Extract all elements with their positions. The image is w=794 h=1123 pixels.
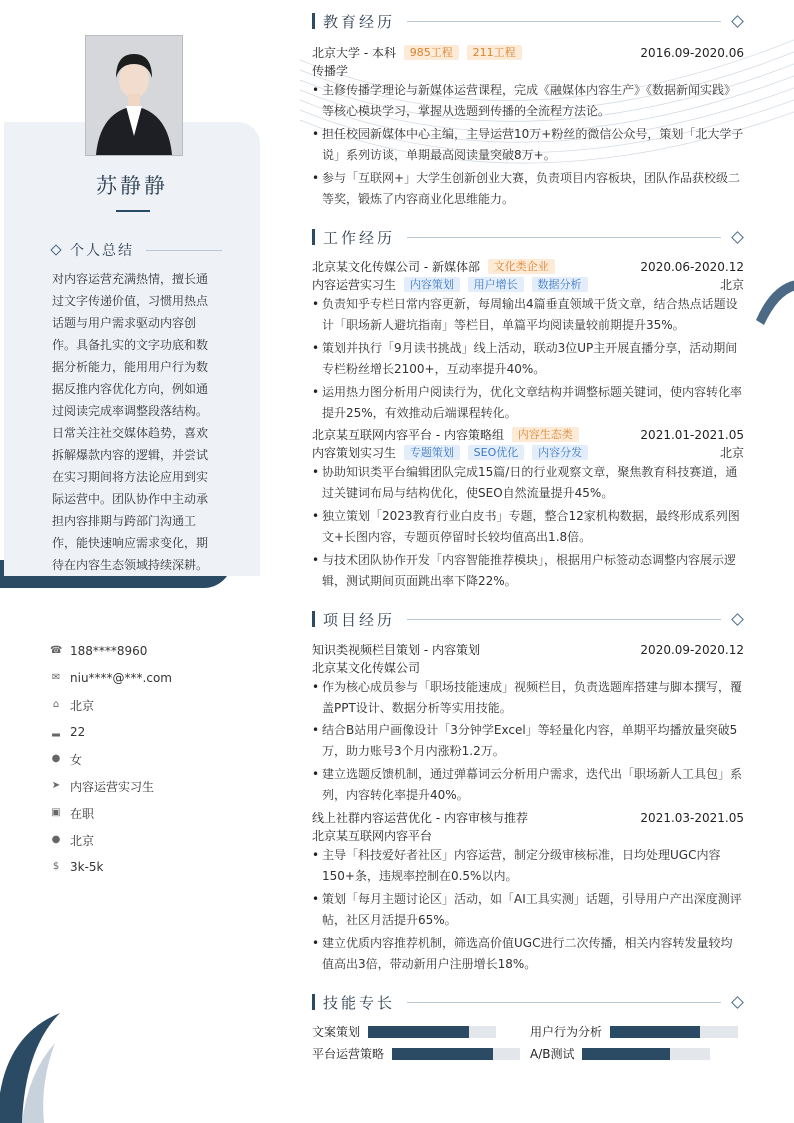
skill-name: A/B测试 — [530, 1047, 575, 1061]
contact-value: 3k-5k — [70, 860, 104, 874]
project-dates: 2021.03-2021.05 — [640, 811, 744, 825]
contact-value: 188****8960 — [70, 644, 148, 658]
job-bullet: • 独立策划「2023教育行业白皮书」专题，整合12家机构数据，最终形成系列图文+长图内容，专题页停留时长较均值高出1.8倍。 — [312, 506, 744, 548]
job-city: 北京 — [719, 446, 744, 460]
gender-icon: ● — [51, 753, 61, 764]
skill-track — [368, 1026, 496, 1038]
summary-heading-line — [146, 250, 222, 251]
contact-item — [50, 668, 250, 688]
profile-photo — [85, 35, 183, 156]
projects-section-header — [312, 607, 744, 631]
project-name: 知识类视频栏目策划 - 内容策划 — [312, 643, 480, 657]
work-section-header — [312, 225, 744, 249]
skill-item — [530, 1047, 710, 1061]
skill-item — [530, 1025, 738, 1039]
section-line — [407, 237, 721, 238]
contact-value: 在职 — [70, 806, 95, 821]
skill-level-fill — [582, 1048, 670, 1060]
edu-tag: 985工程 — [404, 45, 459, 60]
school-name: 北京大学 - 本科 — [312, 46, 396, 60]
company-tag: 内容生态类 — [512, 427, 579, 442]
skill-level-fill — [392, 1048, 493, 1060]
section-bar — [312, 994, 315, 1010]
project-name: 线上社群内容运营优化 - 内容审核与推荐 — [312, 811, 528, 825]
contact-item — [50, 722, 250, 742]
job-bullet: • 与技术团队协作开发「内容智能推荐模块」，根据用户标签动态调整内容展示逻辑，测试期间页面跳出率下降22%。 — [312, 550, 744, 592]
education-dates: 2016.09-2020.06 — [640, 46, 744, 60]
skill-track — [582, 1048, 710, 1060]
diamond-icon — [731, 15, 744, 28]
role-tag: 用户增长 — [468, 277, 524, 292]
contact-value: 北京 — [70, 833, 95, 848]
summary-title: 个人总结 — [70, 243, 134, 259]
contact-item — [50, 776, 250, 796]
job-role-row — [312, 276, 744, 294]
job-dates: 2020.06-2020.12 — [640, 260, 744, 274]
section-line — [407, 619, 721, 620]
role-tag: 内容分发 — [532, 445, 588, 460]
section-bar — [312, 611, 315, 627]
cake-icon: ▂ — [52, 726, 60, 737]
section-line — [407, 21, 721, 22]
decorative-swoosh-right — [756, 280, 794, 330]
role-tag: 数据分析 — [532, 277, 588, 292]
contact-item — [50, 803, 250, 823]
projects-title: 项目经历 — [323, 610, 396, 629]
project-dates: 2020.09-2020.12 — [640, 643, 744, 657]
project-bullet: • 建立优质内容推荐机制，筛选高价值UGC进行二次传播，相关内容转发量较均值高出3倍，带动新用户注册增长18%。 — [312, 933, 744, 975]
skill-name: 文案策划 — [312, 1025, 361, 1039]
contact-item — [50, 857, 250, 877]
project-org: 北京某互联网内容平台 — [312, 829, 433, 843]
job-company: 北京某互联网内容平台 - 内容策略组 — [312, 428, 504, 442]
job-city: 北京 — [719, 278, 744, 292]
diamond-icon — [731, 231, 744, 244]
skill-track — [610, 1026, 738, 1038]
home-icon: ⌂ — [52, 699, 60, 710]
job-bullet: • 策划并执行「9月读书挑战」线上活动，联动3位UP主开展直播分享，活动期间专栏粉丝增长2100+，互动率提升40%。 — [312, 338, 744, 380]
contact-value: niu****@***.com — [70, 671, 172, 685]
project-name-row — [312, 809, 744, 827]
contact-value: 内容运营实习生 — [70, 779, 155, 794]
skills-section-header — [312, 990, 744, 1014]
contact-value: 女 — [70, 752, 83, 767]
decorative-swoosh-bottom-left — [0, 1013, 80, 1123]
project-bullet: • 策划「每月主题讨论区」活动，如「AI工具实测」话题，引导用户产出深度测评帖，社区月活提升65%。 — [312, 889, 744, 931]
project-bullet: • 作为核心成员参与「职场技能速成」视频栏目，负责选题库搭建与脚本撰写，覆盖PPT设计、数据分析等实用技能。 — [312, 677, 744, 719]
company-tag: 文化类企业 — [488, 259, 555, 274]
job-company: 北京某文化传媒公司 - 新媒体部 — [312, 260, 480, 274]
skill-level-fill — [368, 1026, 469, 1038]
work-title: 工作经历 — [323, 228, 396, 247]
skill-item — [312, 1047, 520, 1061]
candidate-name: 苏静静 — [96, 174, 168, 198]
job-dates: 2021.01-2021.05 — [640, 428, 744, 442]
contact-value: 22 — [70, 725, 86, 739]
contact-item — [50, 749, 250, 769]
education-bullet: • 主修传播学理论与新媒体运营课程，完成《融媒体内容生产》《数据新闻实践》等核心模块学习，掌握从选题到传播的全流程方法论。 — [312, 80, 744, 122]
project-bullet: • 主导「科技爱好者社区」内容运营，制定分级审核标准，日均处理UGC内容150+条，违规率控制在0.5%以内。 — [312, 845, 744, 887]
job-role: 内容运营实习生 — [312, 278, 397, 292]
summary-heading — [52, 240, 222, 260]
project-name-row — [312, 641, 744, 659]
skills-title: 技能专长 — [323, 993, 396, 1012]
contact-item — [50, 830, 250, 850]
job-company-row — [312, 426, 744, 444]
job-bullet: • 运用热力图分析用户阅读行为，优化文章结构并调整标题关键词，使内容转化率提升25%，有效推动后端课程转化。 — [312, 382, 744, 424]
skill-level-fill — [610, 1026, 700, 1038]
skill-name: 平台运营策略 — [312, 1047, 385, 1061]
education-section-header — [312, 9, 744, 33]
section-bar — [312, 229, 315, 245]
contact-item — [50, 695, 250, 715]
diamond-icon — [731, 613, 744, 626]
project-bullet: • 建立选题反馈机制，通过弹幕词云分析用户需求，迭代出「职场新人工具包」系列，内容转化率提升40%。 — [312, 764, 744, 806]
education-bullet: • 参与「互联网+」大学生创新创业大赛，负责项目内容板块，团队作品获校级二等奖，锻炼了内容商业化思维能力。 — [312, 168, 744, 210]
education-title: 教育经历 — [323, 12, 396, 31]
phone-icon: ☎ — [50, 645, 63, 656]
role-tag: SEO优化 — [468, 445, 525, 460]
salary-icon: $ — [52, 861, 60, 872]
project-bullet: • 结合B站用户画像设计「3分钟学Excel」等轻量化内容，单期平均播放量突破5万，助力账号3个月内涨粉1.2万。 — [312, 720, 744, 762]
name-divider — [116, 210, 150, 212]
job-bullet: • 负责知乎专栏日常内容更新，每周输出4篇垂直领域干货文章，结合热点话题设计「职场新人避坑指南」等栏目，单篇平均阅读量较前期提升35%。 — [312, 294, 744, 336]
job-role: 内容策划实习生 — [312, 446, 397, 460]
job-company-row — [312, 258, 744, 276]
role-tag: 内容策划 — [404, 277, 460, 292]
summary-text: 对内容运营充满热情，擅长通过文字传递价值，习惯用热点话题与用户需求驱动内容创作。具备扎实的文字功底和数据分析能力，能用用户行为数据反推内容优化方向，例如通过阅读完成率调整段落结构。日常关注社交媒体趋势，喜欢拆解爆款内容的逻辑，并尝试在实习期间将方法论应用到实际运营中。团队协作中主动承担内容排期与跨部门沟通工作，能快速响应需求变化，期待在内容生态领域持续深耕。 — [52, 272, 209, 572]
job-bullet: • 协助知识类平台编辑团队完成15篇/日的行业观察文章，聚焦教育科技赛道，通过关键词布局与结构优化，使SEO自然流量提升45%。 — [312, 462, 744, 504]
diamond-icon — [731, 996, 744, 1009]
edu-tag: 211工程 — [467, 45, 522, 60]
education-bullet: • 担任校园新媒体中心主编，主导运营10万+粉丝的微信公众号，策划「北大学子说」系列访谈，单期最高阅读量突破8万+。 — [312, 124, 744, 166]
role-tag: 专题策划 — [404, 445, 460, 460]
skill-item — [312, 1025, 496, 1039]
contact-value: 北京 — [70, 698, 95, 713]
education-school-row — [312, 44, 744, 62]
skill-track — [392, 1048, 520, 1060]
diamond-icon — [50, 244, 61, 255]
education-major: 传播学 — [312, 64, 349, 78]
briefcase-icon: ▣ — [51, 807, 61, 818]
section-line — [407, 1002, 721, 1003]
mail-icon: ✉ — [51, 672, 61, 683]
job-role-row — [312, 444, 744, 462]
skill-name: 用户行为分析 — [530, 1025, 603, 1039]
project-org: 北京某文化传媒公司 — [312, 661, 421, 675]
location-icon: ● — [51, 834, 61, 845]
contact-item — [50, 641, 250, 661]
section-bar — [312, 13, 315, 29]
send-icon: ➤ — [51, 780, 61, 791]
